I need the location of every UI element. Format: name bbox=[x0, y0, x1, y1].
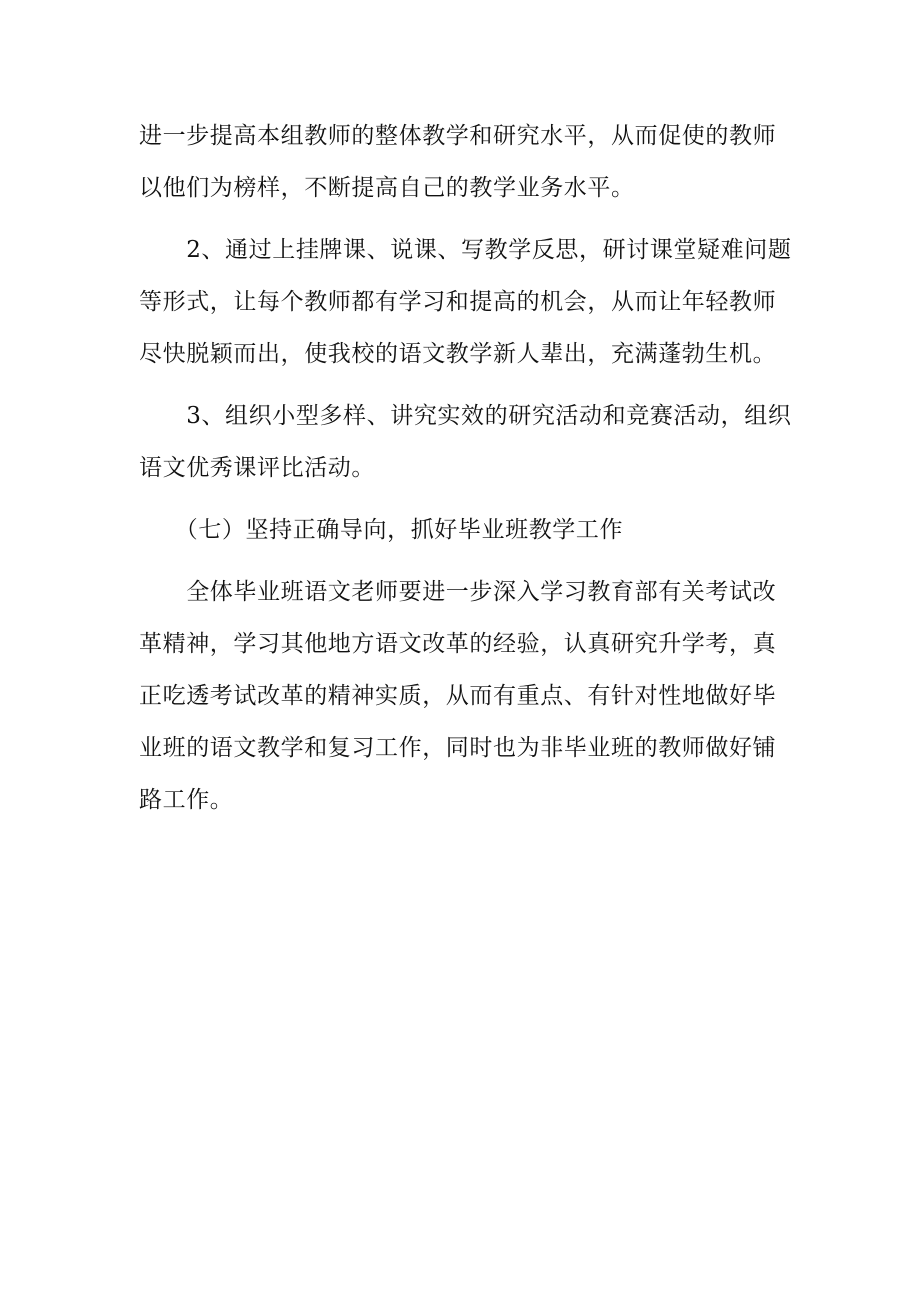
paragraph-line: 尽快脱颖而出，使我校的语文教学新人辈出，充满蓬勃生机。 bbox=[139, 341, 777, 367]
paragraph-line: 以他们为榜样，不断提高自己的教学业务水平。 bbox=[139, 175, 635, 201]
section-heading bbox=[139, 504, 789, 556]
paragraph-line: 等形式，让每个教师都有学习和提高的机会，从而让年轻教师 bbox=[139, 289, 777, 315]
paragraph-line: 业班的语文教学和复习工作，同时也为非毕业班的教师做好铺 bbox=[139, 735, 777, 761]
paragraph-line: 全体毕业班语文老师要进一步深入学习教育部有关考试改 bbox=[139, 579, 777, 605]
paragraph-line: 语文优秀课评比活动。 bbox=[139, 455, 375, 481]
paragraph-line: 路工作。 bbox=[139, 787, 234, 813]
paragraph-line: 3、组织小型多样、讲究实效的研究活动和竞赛活动，组织 bbox=[139, 403, 792, 429]
paragraph-line: 2、通过上挂牌课、说课、写教学反思，研讨课堂疑难问题 bbox=[139, 237, 792, 263]
paragraph-line: 革精神，学习其他地方语文改革的经验，认真研究升学考，真 bbox=[139, 631, 777, 657]
section-heading-text: （七）坚持正确导向，抓好毕业班教学工作 bbox=[139, 517, 624, 543]
paragraph-item-3 bbox=[139, 390, 792, 494]
paragraph-graduating-class bbox=[139, 566, 789, 826]
paragraph-item-2 bbox=[139, 224, 792, 380]
paragraph-continuation bbox=[139, 110, 789, 214]
paragraph-line: 进一步提高本组教师的整体教学和研究水平，从而促使的教师 bbox=[139, 123, 777, 149]
paragraph-line: 正吃透考试改革的精神实质，从而有重点、有针对性地做好毕 bbox=[139, 683, 777, 709]
